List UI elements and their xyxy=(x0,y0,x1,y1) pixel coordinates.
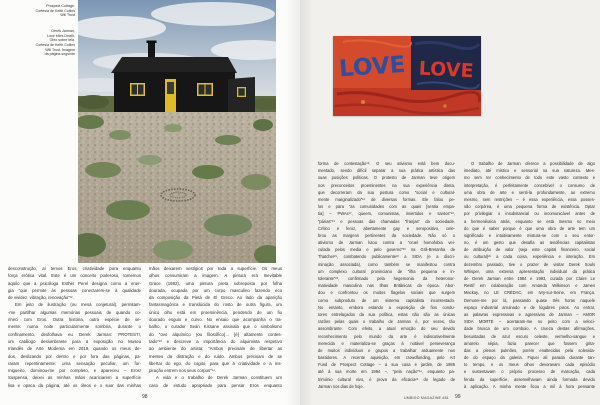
text-line: no, é um gesto que desafia as tendências capitalistas xyxy=(464,240,595,246)
caption-line: Óleo sobre tela. xyxy=(49,38,75,43)
plant-clump xyxy=(85,162,121,178)
text-line: mo sem ter conhecimento de todo este vasto contexto e xyxy=(464,175,595,181)
plant-clump xyxy=(192,165,224,179)
text-line: culada pelos media e pelo governo”²⁰ na Grã-Bretanha de xyxy=(318,247,455,253)
text-line: como subproduto de um sistema capitalista incontestado. xyxy=(318,297,455,303)
text-line: mentado, sendo difícil separar a sua prática artística das xyxy=(318,168,455,174)
text-line: suas posições políticas. O protesto de Jarman teve origem xyxy=(318,175,455,181)
body-column-1 xyxy=(8,265,141,389)
text-line: matividade masculina nas Ilhas Britânicas da época. Abor- xyxy=(318,283,455,289)
caption-line: Will Trust. Imagem xyxy=(45,47,75,52)
text-line: mente: numa noite particularmente sombria, durante o xyxy=(8,324,141,330)
text-line: merecida e materializa-se graças à notável perseverança xyxy=(318,340,455,346)
text-line: Thatcher²¹, combatendo publicamente²² a SIDA (e a discri- xyxy=(318,254,455,260)
text-line: to tempo, e os meus olhos devoravam cada episódio xyxy=(464,362,595,368)
caption-line: Prospect Cottage. xyxy=(46,4,75,8)
text-line: da composição da Pietà de El Greco. Ao lado da aparição xyxy=(149,295,282,301)
window-pane xyxy=(206,85,212,95)
text-line: No entanto, embora estando a exposição de fios condu- xyxy=(318,304,455,310)
prospect-cottage-photo xyxy=(78,0,276,263)
right-page xyxy=(300,0,600,405)
text-line: balho, o curador Seán Kissane assinala que o simbolismo xyxy=(149,324,282,330)
text-line: razões pelas quais o trabalho de Jarman é, por vezes, tão xyxy=(318,319,455,325)
plant-clump xyxy=(106,200,150,220)
page-number: 98 xyxy=(142,394,148,400)
text-line: mesmo, sem restrições – é essa experiência, essa posses- xyxy=(464,196,595,202)
text-line: de do espaço da galeria. Fiquei ali parada durante tan- xyxy=(464,355,595,361)
text-line: ou cultural)²⁶ a cada coisa, experiência e interação. Em xyxy=(464,254,595,260)
text-line: Mackay, no LE CRÉDAC, em Ivry-sur-Seine, em França. xyxy=(464,290,595,296)
text-line: único olho está em proeminência, pendendo de um fio xyxy=(149,309,282,315)
text-line: Suspensa, deixei as minhas mãos acariciarem a superfície xyxy=(8,375,141,381)
cloud xyxy=(151,2,275,26)
love-painting-image xyxy=(333,36,481,116)
caption-line: Derek Jarman, xyxy=(51,29,75,33)
text-line: Grace (1982), uma pintura preta sobreposta por folha xyxy=(149,280,282,286)
text-line: besuntadas de azul escuro celeste, vermelho-sangue e xyxy=(464,333,595,339)
painting-lettering-left: LOVE xyxy=(338,51,407,83)
paint-daub xyxy=(361,100,365,104)
plant-clump xyxy=(253,119,273,131)
text-line: de muitos indivíduos e grupos a trabalhar arduamente nos xyxy=(318,347,455,353)
text-line: as palavras expressivas e agressivas de Jarman – AMOR xyxy=(464,311,595,317)
text-line: trimónio cultural vivo, é prova da eficácia²⁵ do legado de xyxy=(318,376,455,382)
text-line: a hermenêutica atrás, enquanto se está mesmo no meio xyxy=(464,218,595,224)
text-line: das a plenos pulmões, porém enaltecidas pela solenida- xyxy=(464,347,595,353)
text-line: bastidores. A recente aquisição, em crowdfunding, pelo Art xyxy=(318,355,455,361)
text-line: dourado esguio e curvo. No ensaio que acompanha o tra- xyxy=(149,317,282,323)
door-panel xyxy=(167,82,174,94)
window-pane xyxy=(132,85,138,95)
text-line: uma obra de arte e senti-la profundamente, ao extremo xyxy=(464,189,595,195)
text-line: Irlandês de Arte Moderna em 2019, quando os meus de- xyxy=(8,346,141,352)
text-line: mãos deixarem vestígios por toda a superfície. Os meus xyxy=(149,266,282,271)
text-line: reconhecimento pelo mundo da arte é indiscutivelmente xyxy=(318,333,455,339)
text-line: dos, deslizando por dentro e por fora das páginas, pa- xyxy=(8,353,141,359)
window-pane xyxy=(138,85,144,95)
text-line: fantasmagórica e translúcida do rosto de outra figura, um xyxy=(149,302,282,308)
text-line: Fund de Prospect Cottage – a sua casa e jardim, de 1986 xyxy=(318,362,455,368)
text-line: dade brusca de um comboio. A crueza destas afirmações, xyxy=(464,326,595,332)
window-pane xyxy=(238,88,244,95)
text-line: à aplicação. A minha mente ficou a mil à hora pensante xyxy=(464,383,595,389)
plant-clump xyxy=(215,135,241,145)
paint-daub xyxy=(443,104,447,108)
text-line: SIDA MORTE – acertaram-me no peito com a veloci- xyxy=(464,319,595,325)
text-line: “párias”¹⁹ e pessoas das chamadas “franjas” da sociedade. xyxy=(318,218,455,224)
text-line: aquilo que a psicóloga Esther Perel designa como a ener- xyxy=(8,280,141,286)
body-column-2 xyxy=(149,265,282,389)
caption-line: Cortesia de Keith Collins xyxy=(35,43,75,48)
plant-clump xyxy=(153,240,193,260)
text-line: do “ovo alquímico (ou filosófico)... [é] altamente contes- xyxy=(149,331,282,337)
text-line: mente marginalizado”¹⁶ de diversas formas. Ele falou pe- xyxy=(318,196,455,202)
cottage-roof xyxy=(111,57,237,73)
text-line: Whisper, uma extensa apresentação individual da prática xyxy=(464,268,595,274)
text-line: desconstrução, aí temos Eros, criatividade pura enquanto xyxy=(8,266,141,271)
text-line: lisa e opaca da página, até os óleos e o suor das minhas xyxy=(8,382,141,388)
caption-line: Love bites Death, xyxy=(47,33,75,38)
text-line: força erótica vital. Este é um conceito poderoso, tomemos xyxy=(8,273,141,279)
gutter-shadow xyxy=(300,0,312,405)
text-line: assombrante. Com efeito, a atual emoção do seu devido xyxy=(318,326,455,332)
text-line: dezembro passado, tive o prazer de visitar Derek Souls xyxy=(464,261,595,267)
text-line: tores entrelaçados da sua política, estas não são as únicas xyxy=(318,311,455,317)
text-line: A vida e o trabalho de Derek Jarman constituem um xyxy=(156,375,282,381)
text-line: por privilegiar o insubstancial ou incomunicável antes de xyxy=(464,211,595,217)
plant-clump xyxy=(164,124,182,132)
text-line: tolerante”²³, confirmado pela hegemonia da heteronor- xyxy=(318,276,455,281)
photo-caption xyxy=(16,4,75,18)
text-line: fenda da superfície, assemelhavam ainda formada devido xyxy=(464,376,595,382)
text-line: e sustentavam o próprio processo de marcação, cada xyxy=(464,369,595,375)
plant-clump xyxy=(241,174,271,190)
text-line: migueiro, dominou-me por completo, e apareceu – Eros! xyxy=(8,368,141,374)
text-line: nos preconceitos proeminentes na sua experiência direta, xyxy=(318,182,455,188)
text-line: ao ambiente do artista: “Ambos precisam de libertar as xyxy=(149,346,282,352)
plant-clump xyxy=(204,214,252,236)
text-line: Demorei-me por lá, passando quase três horas naquele xyxy=(464,297,595,303)
window-pane xyxy=(199,85,205,95)
caption-line: Cortesia de Keith Collins xyxy=(35,8,75,13)
plant-clump xyxy=(109,130,131,140)
text-line: los e para “as comunidades com as quais [sentia empa- xyxy=(318,204,455,210)
text-line: olhos consumiram a imagem. A pintura era Inevitable xyxy=(149,273,282,279)
text-line: do que é saber porque é que uma obra de arte tem um xyxy=(464,225,595,231)
magazine-footer: UMBIGO MAGAZINE #81 xyxy=(404,395,450,400)
text-line: O trabalho de Jarman oferece a possibilidade de algo xyxy=(471,161,595,166)
text-line: de Derek Jarman entre 1984 e 1993, curada por Claire Le xyxy=(464,276,595,281)
painting-lettering-right: LOVE xyxy=(418,57,475,83)
text-line: -me partilhar algumas memórias pessoais de quando co- xyxy=(8,309,141,315)
text-line: dou e confrontou os muitos flagelos sociais que surgem xyxy=(318,290,455,296)
text-line: Jarman nos dias de hoje. xyxy=(318,383,364,389)
text-line: Crítico e feroz, abertamente gay e seropositivo, cele- xyxy=(318,225,455,231)
text-line: até à sua morte em 1994 –, “pela nação”²⁴, enquanto pa- xyxy=(318,369,455,375)
text-line: imediato, até místico e sensorial na sua natureza. Mes- xyxy=(464,168,595,174)
text-line: confinamento, desfolhava eu Derek Jarman: PROTEST!, xyxy=(8,331,141,337)
text-line: piração entrem nos seus corpos”¹⁴. xyxy=(149,368,217,374)
gutter-shadow xyxy=(286,0,300,405)
caption-line: Will Trust xyxy=(60,13,75,18)
text-line: interpretação, é perfeitamente concebível o consumo de xyxy=(464,182,595,188)
text-line: tia] – PWAs¹⁷, queers, comunistas, invertidos e santos”¹⁸, xyxy=(318,211,455,217)
text-line: libertar do ego, do cogito, para que a criatividade e a ins- xyxy=(149,360,282,366)
text-line: que decorreram da sua postura como “social e cultural- xyxy=(318,189,455,195)
plant-clump xyxy=(138,155,162,165)
text-line: mentes da distração e do ruído. Ambos precisam de se xyxy=(149,353,282,359)
text-line: raram repentinamente: uma sensação peculiar, um for- xyxy=(8,360,141,366)
text-line: espaço industrial arruinado e de lúgubres pisos. Ao entrar, xyxy=(464,304,595,310)
text-line: Em jeito de ilustração (ou mesa conjetural), permitam- xyxy=(15,302,141,308)
body-column-4 xyxy=(464,160,595,390)
text-line: forma de contestação¹⁵. O seu ativismo está bem docu- xyxy=(318,161,455,166)
shrub xyxy=(78,95,109,109)
text-line: brou as margens pertinentes da sociedade. Não só o xyxy=(318,232,455,238)
body-column-3 xyxy=(318,160,455,390)
text-line: caso de estudo apropriado para pensar Eros enquanto xyxy=(149,382,282,388)
text-line: significado e intuitivamente mistura-se com o seu entor- xyxy=(464,232,595,238)
text-line: ativismo de Jarman lutou contra a “cruel homofobia vei- xyxy=(318,240,455,246)
text-line: um complexo cultural provinciano de “ilha pequena e in- xyxy=(318,268,455,274)
painting-caption xyxy=(16,29,75,57)
text-line: de vividez, vibração, renovação”¹². xyxy=(8,295,74,301)
text-line: dourada, ocupada por um corpo masculino fazendo eco xyxy=(149,287,282,293)
text-line: minação associada), como também se manifestou contra xyxy=(318,261,455,267)
page-number: 99 xyxy=(455,394,461,400)
caption-line: da página seguinte xyxy=(44,52,75,57)
text-line: um catálogo deslumbrante para a exposição no Museu xyxy=(8,338,141,344)
text-line: Restif em colaboração com Amanda Wilkinson e James xyxy=(464,283,595,289)
text-line: são corpórea, é uma pequena forma de existência. Optar xyxy=(464,204,595,210)
chimney-cap xyxy=(147,41,157,44)
text-line: amarelo sépia, fazia parecer que fossem grita- xyxy=(464,340,595,346)
text-line: tado”¹³ e descreve a importância do alquimista respetivo xyxy=(149,338,282,344)
text-line: gia “que permite às pessoas conectarem-se à qualidade xyxy=(8,287,141,293)
text-line: nheci com Eros. Outra história, outra espécie de se- xyxy=(8,317,141,323)
text-line: de atribuição de valor (seja este capital financeiro, social xyxy=(464,247,595,253)
